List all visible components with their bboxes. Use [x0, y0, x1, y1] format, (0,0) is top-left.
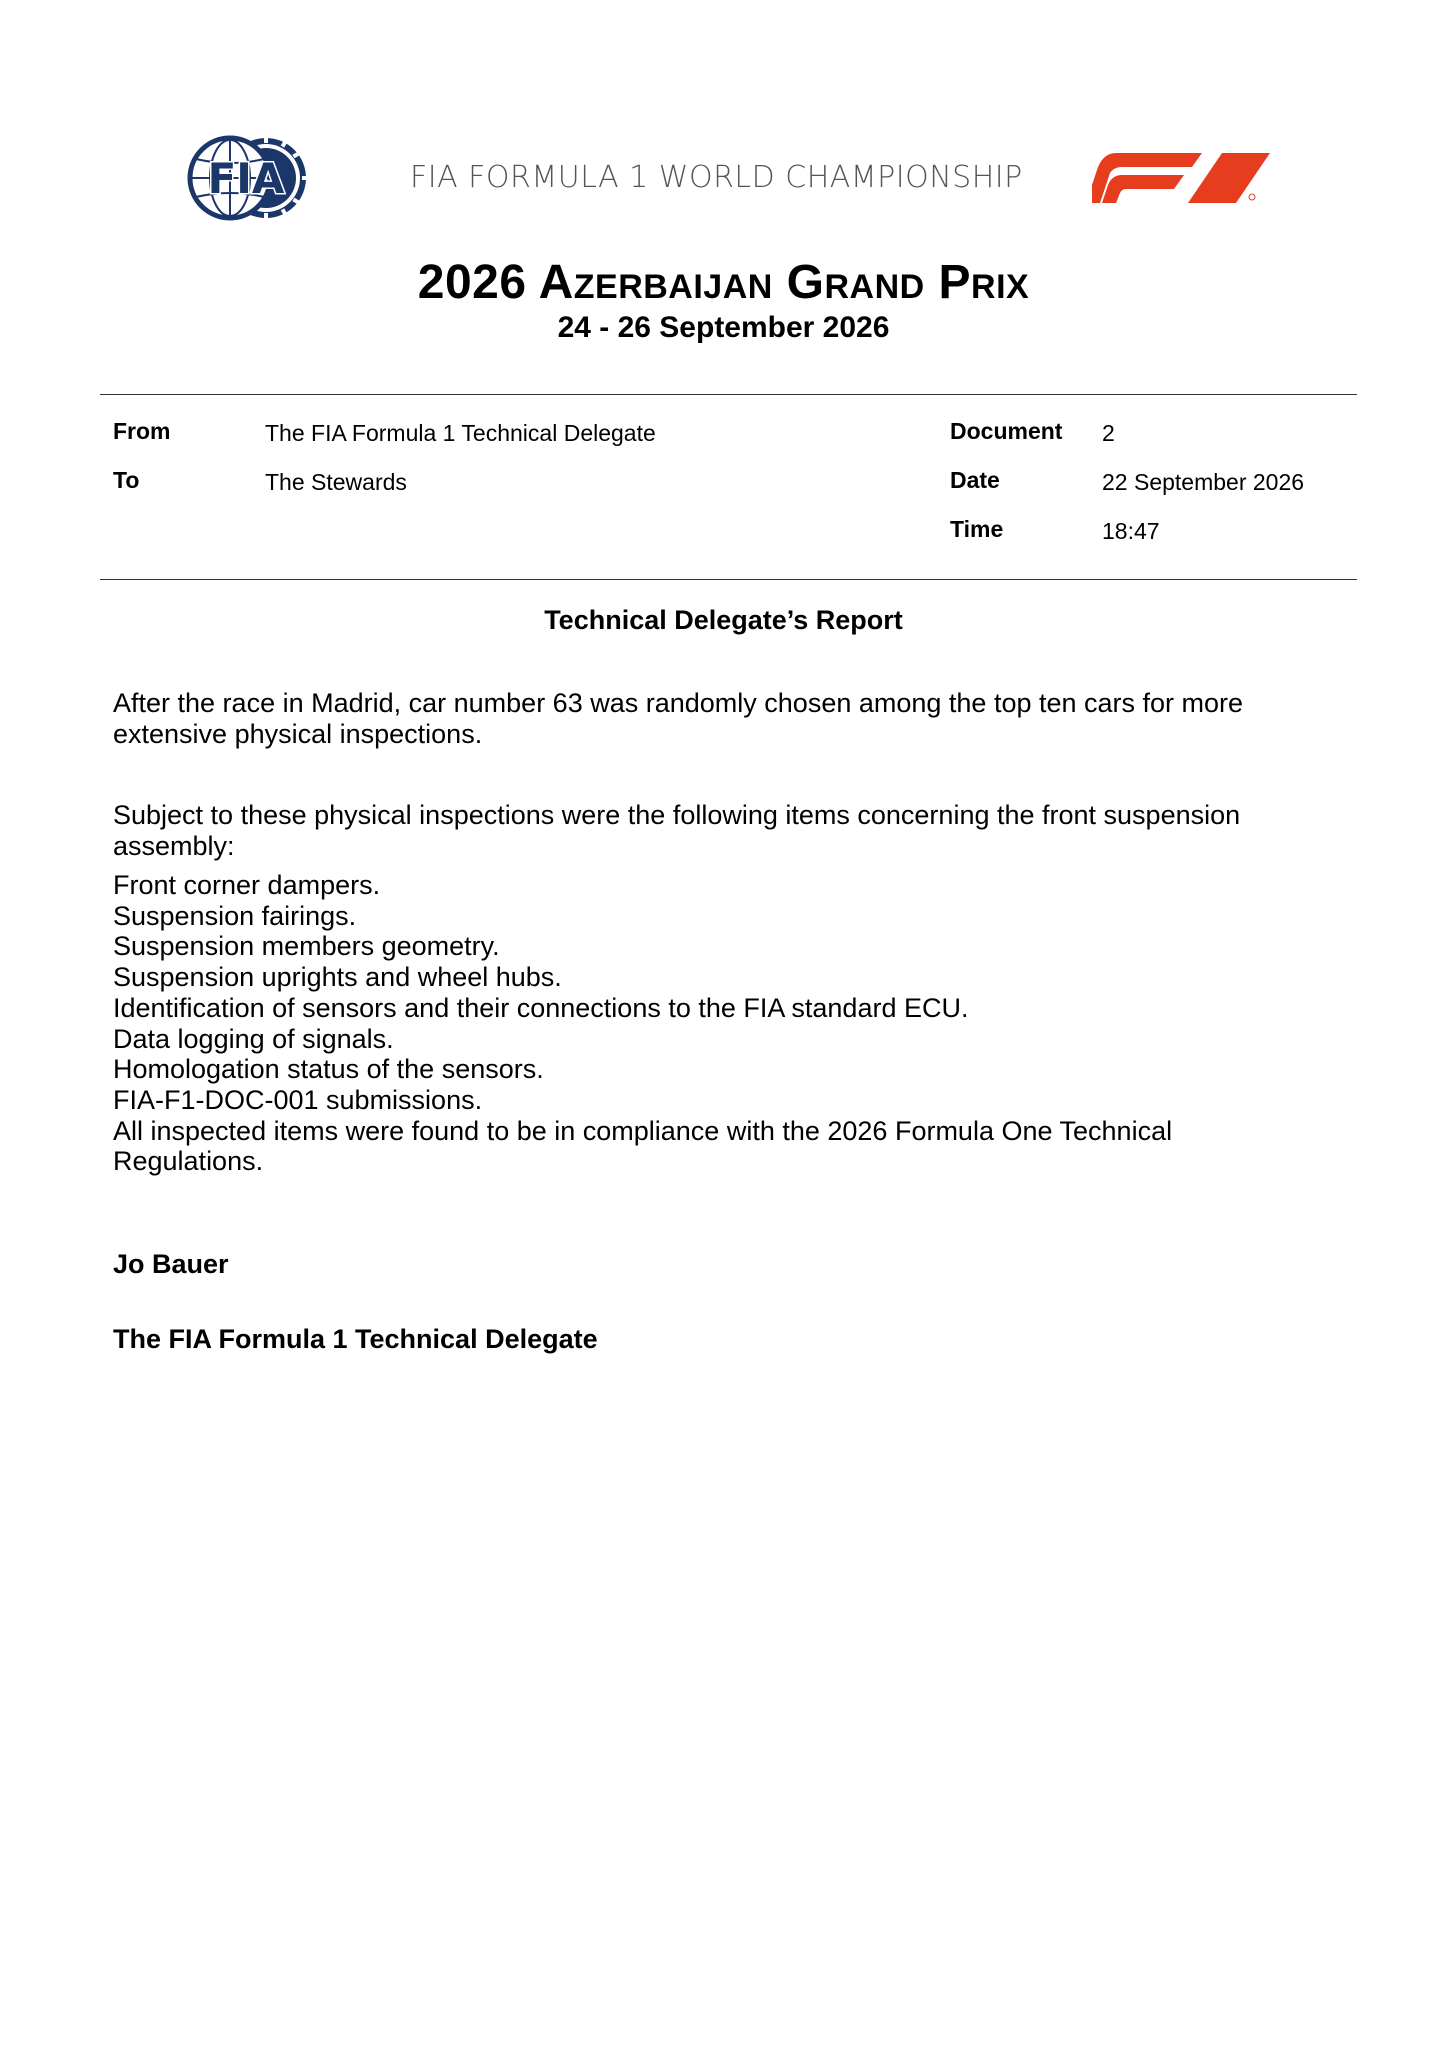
- date-value: 22 September 2026: [1102, 469, 1305, 495]
- event-dates: 24 - 26 September 2026: [557, 311, 890, 344]
- meta-divider: [100, 579, 1357, 580]
- to-label: To: [113, 467, 140, 493]
- championship-title: FIA FORMULA 1 WORLD CHAMPIONSHIP: [410, 160, 1023, 195]
- list-item: Suspension members geometry.: [113, 931, 500, 962]
- list-item: Front corner dampers.: [113, 870, 381, 900]
- fia-logo-text: FIA: [207, 154, 285, 203]
- list-item: Data logging of signals.: [113, 1023, 394, 1054]
- document-label: Document: [950, 418, 1063, 444]
- signatory-title: The FIA Formula 1 Technical Delegate: [113, 1324, 598, 1354]
- from-label: From: [113, 418, 171, 444]
- list-item: Identification of sensors and their connections to the FIA standard ECU.: [113, 992, 969, 1023]
- inspected-items-list: [113, 870, 1323, 1177]
- report-paragraph-1: After the race in Madrid, car number 63 was randomly chosen among the top ten cars for more extensive physical inspections.: [113, 688, 1244, 749]
- report-paragraph-2: Subject to these physical inspections were the following items concerning the front suspension assembly:: [113, 800, 1241, 861]
- report-title: Technical Delegate’s Report: [544, 605, 903, 635]
- list-item: Suspension fairings.: [113, 900, 357, 931]
- document-value: 2: [1102, 420, 1115, 446]
- list-item: Suspension uprights and wheel hubs.: [113, 962, 562, 993]
- date-label: Date: [950, 467, 1000, 493]
- from-value: The FIA Formula 1 Technical Delegate: [265, 420, 656, 446]
- to-value: The Stewards: [265, 469, 407, 495]
- time-label: Time: [950, 516, 1004, 542]
- time-value: 18:47: [1102, 518, 1160, 544]
- signatory-name: Jo Bauer: [113, 1249, 229, 1279]
- fia-logo: [186, 135, 310, 221]
- list-item: FIA-F1-DOC-001 submissions.: [113, 1084, 483, 1115]
- list-item: Homologation status of the sensors.: [113, 1054, 544, 1085]
- list-item: All inspected items were found to be in compliance with the 2026 Formula One Technical Regulations.: [113, 1115, 1173, 1177]
- header-divider: [100, 394, 1357, 395]
- f1-logo: [1092, 153, 1270, 203]
- event-title: 2026 Azerbaijan Grand Prix: [417, 256, 1030, 309]
